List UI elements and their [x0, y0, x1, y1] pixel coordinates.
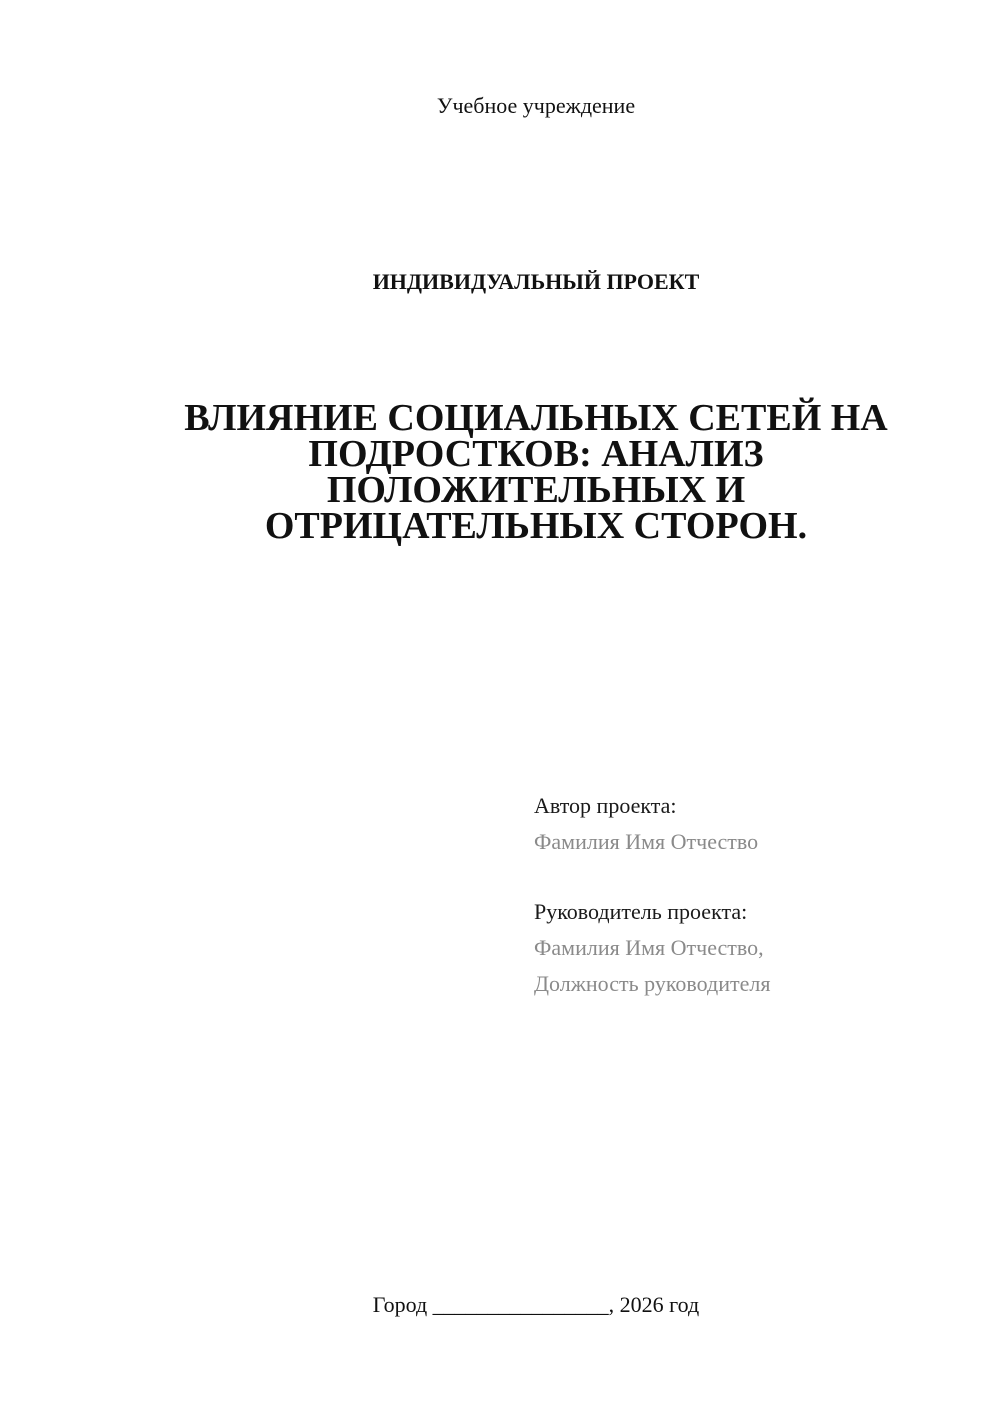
spacer	[534, 860, 974, 894]
document-type: ИНДИВИДУАЛЬНЫЙ ПРОЕКТ	[372, 269, 700, 294]
project-title-line-2: ПОДРОСТКОВ: АНАЛИЗ	[308, 433, 764, 475]
supervisor-position-placeholder: Должность руководителя	[534, 971, 771, 996]
project-title	[160, 397, 912, 547]
project-title-line-3: ПОЛОЖИТЕЛЬНЫХ И	[326, 469, 746, 511]
institution-name: Учебное учреждение	[436, 93, 636, 118]
author-name-placeholder: Фамилия Имя Отчество	[534, 829, 759, 854]
author-label: Автор проекта:	[534, 793, 677, 818]
project-title-line-1: ВЛИЯНИЕ СОЦИАЛЬНЫХ СЕТЕЙ НА	[184, 397, 888, 439]
supervisor-name-placeholder: Фамилия Имя Отчество,	[534, 935, 764, 960]
project-title-line-4: ОТРИЦАТЕЛЬНЫХ СТОРОН.	[264, 505, 808, 547]
city-year-line: Город ________________, 2026 год	[372, 1292, 700, 1317]
people-block	[534, 788, 974, 1002]
supervisor-label: Руководитель проекта:	[534, 899, 748, 924]
